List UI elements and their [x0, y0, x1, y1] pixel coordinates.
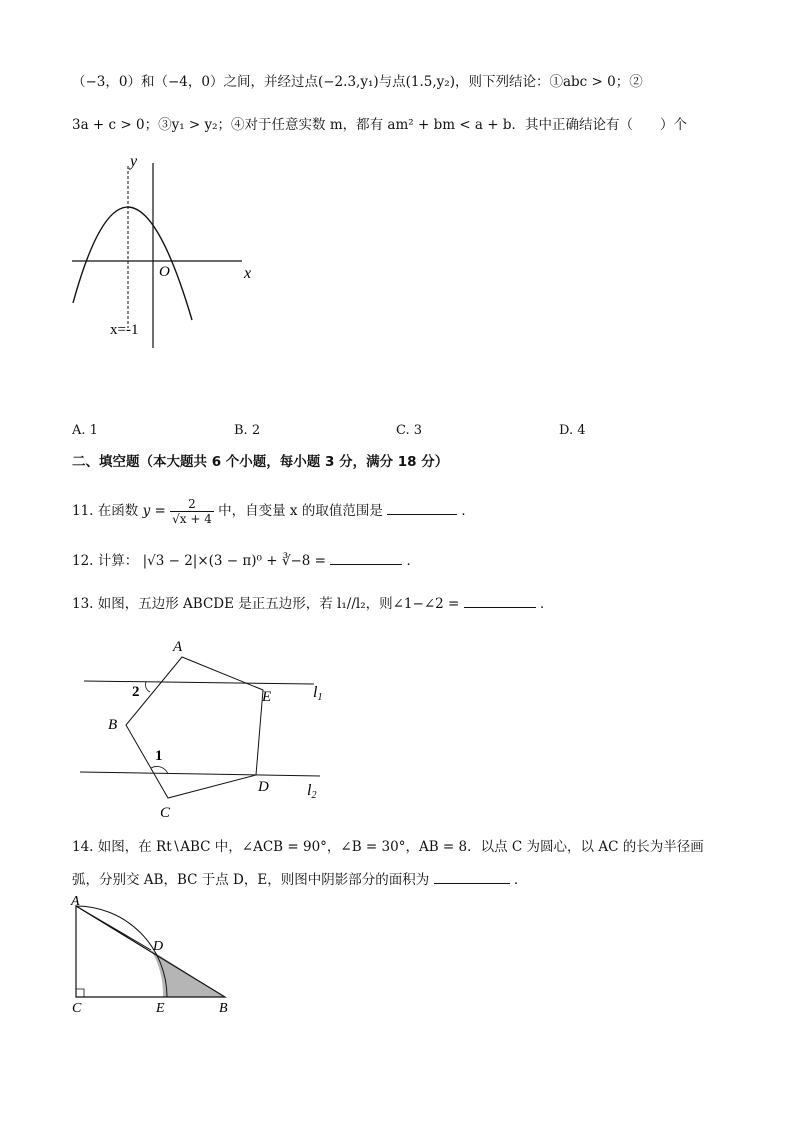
q12-end: ． — [406, 553, 421, 569]
pentagon-figure — [70, 635, 340, 825]
q10-line1: （−3，0）和（−4，0）之间，并经过点(−2.3,y₁)与点(1.5,y₂)，则下列结论：①abc > 0；② — [72, 74, 643, 90]
x-axis-label: x — [244, 265, 252, 282]
parabola-curve — [73, 207, 192, 320]
chord-ad — [76, 906, 151, 950]
point-d: D — [153, 939, 164, 954]
vertex-d: D — [258, 779, 269, 795]
option-c[interactable]: C. 3 — [396, 423, 423, 438]
q14-line2 — [72, 869, 527, 890]
parabola-graph — [62, 148, 262, 353]
q13-answer-blank[interactable] — [464, 593, 536, 608]
point-a: A — [71, 894, 80, 909]
line-l2 — [80, 772, 320, 776]
q11-end: ． — [461, 503, 475, 519]
point-c: C — [72, 1001, 82, 1016]
q12-answer-blank[interactable] — [330, 550, 402, 565]
q14-answer-blank[interactable] — [434, 869, 510, 884]
q12 — [72, 550, 420, 571]
option-d[interactable]: D. 4 — [559, 423, 586, 438]
line-l1 — [84, 681, 314, 684]
option-a[interactable]: A. 1 — [72, 423, 98, 438]
q13 — [72, 593, 553, 614]
q11-func: y = — [142, 503, 166, 519]
q14-line2-text: 弧，分别交 AB，BC 于点 D，E，则图中阴影部分的面积为 — [72, 872, 430, 888]
axis-of-symmetry-label: x=-1 — [110, 322, 139, 338]
q11-prefix: 11. 在函数 — [72, 503, 139, 519]
vertex-e: E — [262, 689, 272, 705]
q11-fraction — [170, 497, 214, 526]
q13-end: ． — [539, 596, 554, 612]
q14-line1: 14. 如图，在 Rt∖ABC 中，∠ACB = 90°，∠B = 30°，AB = 8．以点 C 为圆心，以 AC 的长为半径画 — [72, 839, 704, 855]
q12-expr: |√3 − 2|×(3 − π)⁰ + ∛−8 = — [142, 553, 326, 569]
q11 — [72, 497, 475, 526]
point-e: E — [156, 1001, 165, 1016]
angle-2-arc — [145, 682, 150, 692]
option-b[interactable]: B. 2 — [234, 423, 261, 438]
q13-text: 13. 如图，五边形 ABCDE 是正五边形，若 l₁//l₂，则∠1−∠2 = — [72, 596, 460, 612]
q14-end: ． — [513, 872, 528, 888]
q11-denominator: √x + 4 — [172, 512, 212, 526]
right-angle-marker — [76, 989, 84, 997]
vertex-c: C — [160, 805, 171, 821]
line-l1-label: l1 — [313, 684, 323, 703]
q11-numerator: 2 — [170, 497, 214, 512]
vertex-b: B — [108, 717, 118, 733]
y-axis-label: y — [130, 153, 138, 170]
q12-prefix: 12. 计算： — [72, 553, 139, 569]
q11-answer-blank[interactable] — [387, 500, 457, 515]
angle-1-label: 1 — [155, 748, 163, 764]
point-b: B — [219, 1001, 228, 1016]
line-l2-label: l2 — [307, 782, 317, 801]
vertex-a: A — [173, 639, 183, 655]
section-title: 二、填空题（本大题共 6 个小题，每小题 3 分，满分 18 分） — [72, 454, 449, 470]
q11-suffix: 中，自变量 x 的取值范围是 — [218, 503, 383, 519]
triangle-figure — [62, 893, 252, 1023]
angle-2-label: 2 — [132, 684, 140, 700]
origin-label: O — [159, 264, 170, 280]
pentagon — [126, 657, 263, 798]
q10-line2: 3a + c > 0；③y₁ > y₂；④对于任意实数 m，都有 am² + bm < a + b．其中正确结论有（ ）个 — [72, 117, 688, 133]
